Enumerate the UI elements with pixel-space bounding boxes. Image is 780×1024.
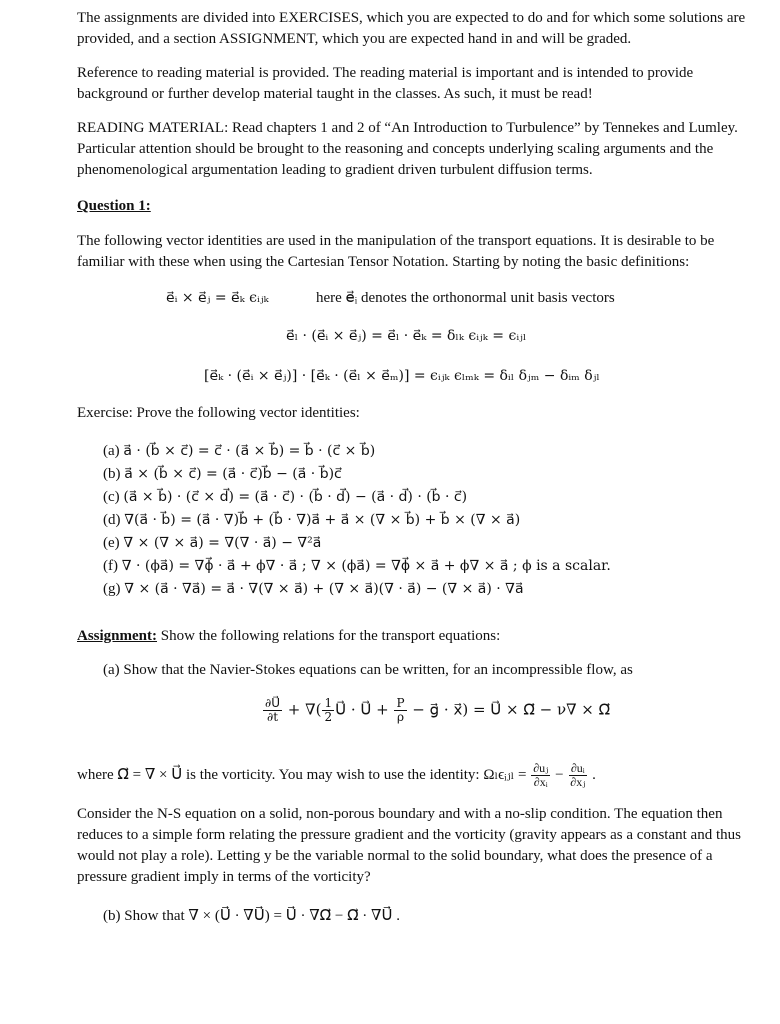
identity-item: (c) (a⃗ × b⃗) · (c⃗ × d⃗) = (a⃗ · c⃗) · (b⃗ · d⃗) − (a⃗ · d⃗) · (b⃗ · c⃗) — [103, 489, 468, 505]
navier-stokes-equation: $\frac{\partial U⃗}{\partial t}$ + ∇( $\frac{1}{2}$ U⃗ · U⃗ + $\frac{P}{\rho}$ − g⃗ · x⃗) = U⃗ × Ω⃗ − ν∇ × Ω⃗ — [265, 696, 611, 724]
intro-paragraph-1: The assignments are divided into EXERCISES, which you are expected to do and for which some solutions are provided, and a section ASSIGNMENT, which you are expected hand in and will be graded. — [77, 10, 746, 47]
assignment-heading: Assignment: — [77, 628, 158, 644]
identity-item: (g) ∇ × (a⃗ · ∇a⃗) = a⃗ · ∇(∇ × a⃗) + (∇ × a⃗)(∇ · a⃗) − (∇ × a⃗) · ∇a⃗ — [103, 581, 524, 597]
vort-fraction-1: $\frac{\text{∂uⱼ}}{\text{∂xᵢ}}$ — [533, 761, 549, 789]
assignment-part-a: (a) Show that the Navier-Stokes equations can be written, for an incompressible flow, as — [103, 662, 633, 678]
identity-item: (a) a⃗ · (b⃗ × c⃗) = c⃗ · (a⃗ × b⃗) = b⃗ · (c⃗ × b⃗) — [103, 443, 376, 459]
definition-note: here e⃗ᵢ denotes the orthonormal unit basis vectors — [316, 290, 615, 306]
identity-item: (e) ∇ × (∇ × a⃗) = ∇(∇ · a⃗) − ∇²a⃗ — [103, 535, 322, 551]
intro-paragraph-2: Reference to reading material is provided. The reading material is important and is intended to provide background or further develop material taught in the classes. As such, it must be read! — [77, 65, 694, 102]
question-1-body: The following vector identities are used in the manipulation of the transport equations. It is desirable to be familiar with these when using the Cartesian Tensor Notation. Starting by noting the basic definitions: — [77, 233, 715, 270]
no-slip-paragraph: Consider the N-S equation on a solid, non-porous boundary and with a no-slip condition. The equation then reduces to a simple form relating the pressure gradient and the vorticity (gravity appears as a constant and thus would not play a role). Letting y be the variable normal to the solid boundary, what does the presence of a pressure gradient imply in terms of the vorticity? — [77, 806, 741, 885]
definition-dot-cross: e⃗ₗ · (e⃗ᵢ × e⃗ⱼ) = e⃗ₗ · e⃗ₖ = δₗₖ ϵᵢⱼₖ = ϵᵢⱼₗ — [286, 328, 527, 344]
definition-cross-product: e⃗ᵢ × e⃗ⱼ = e⃗ₖ ϵᵢⱼₖ — [166, 290, 269, 306]
vort-fraction-2: $\frac{\text{∂uᵢ}}{\text{∂xⱼ}}$ — [570, 761, 586, 789]
exercise-intro: Exercise: Prove the following vector identities: — [77, 405, 360, 421]
identity-item: (b) a⃗ × (b⃗ × c⃗) = (a⃗ · c⃗)b⃗ − (a⃗ · b⃗)c⃗ — [103, 466, 342, 482]
assignment-part-b: (b) Show that ∇ × (U⃗ · ∇U⃗) = U⃗ · ∇Ω⃗ − Ω⃗ · ∇U⃗ . — [103, 908, 400, 924]
question-1-heading: Question 1: — [77, 198, 151, 214]
identity-item: (f) ∇ · (ϕa⃗) = ∇ϕ⃗ · a⃗ + ϕ∇ · a⃗ ; ∇ × (ϕa⃗) = ∇ϕ⃗ × a⃗ + ϕ∇ × a⃗ ; ϕ is a scalar. — [103, 558, 611, 574]
assignment-intro — [77, 626, 752, 647]
ns-half: $\frac{1}{2}$ — [324, 696, 333, 724]
definition-epsilon-delta: [e⃗ₖ · (e⃗ᵢ × e⃗ⱼ)] · [e⃗ₖ · (e⃗ₗ × e⃗ₘ)] = ϵᵢⱼₖ ϵₗₘₖ = δᵢₗ δⱼₘ − δᵢₘ δⱼₗ — [204, 368, 600, 384]
reading-material-paragraph: READING MATERIAL: Read chapters 1 and 2 of “An Introduction to Turbulence” by Tennekes and Lumley. Particular attention should be brought to the reasoning and concepts underlying scaling arguments and the phenomenological argumentation leading to gradient driven turbulent diffusion terms. — [77, 120, 738, 178]
identity-list — [103, 440, 703, 601]
ns-time-derivative: $\frac{\partial U⃗}{\partial t}$ — [265, 696, 280, 724]
ns-pressure-over-density: $\frac{P}{\rho}$ — [396, 696, 405, 724]
identity-item: (d) ∇(a⃗ · b⃗) = (a⃗ · ∇)b⃗ + (b⃗ · ∇)a⃗ + a⃗ × (∇ × b⃗) + b⃗ × (∇ × a⃗) — [103, 512, 521, 528]
assignment-intro-text: Show the following relations for the transport equations: — [157, 628, 501, 644]
vorticity-definition: where Ω⃗ = ∇ × U⃗ is the vorticity. You may wish to use the identity: Ωₗϵᵢⱼₗ = $\frac{\text{∂uⱼ}}{\text{∂xᵢ}}$ − $\frac{\text{∂uᵢ}}{\text{∂xⱼ}}$ . — [77, 761, 596, 789]
